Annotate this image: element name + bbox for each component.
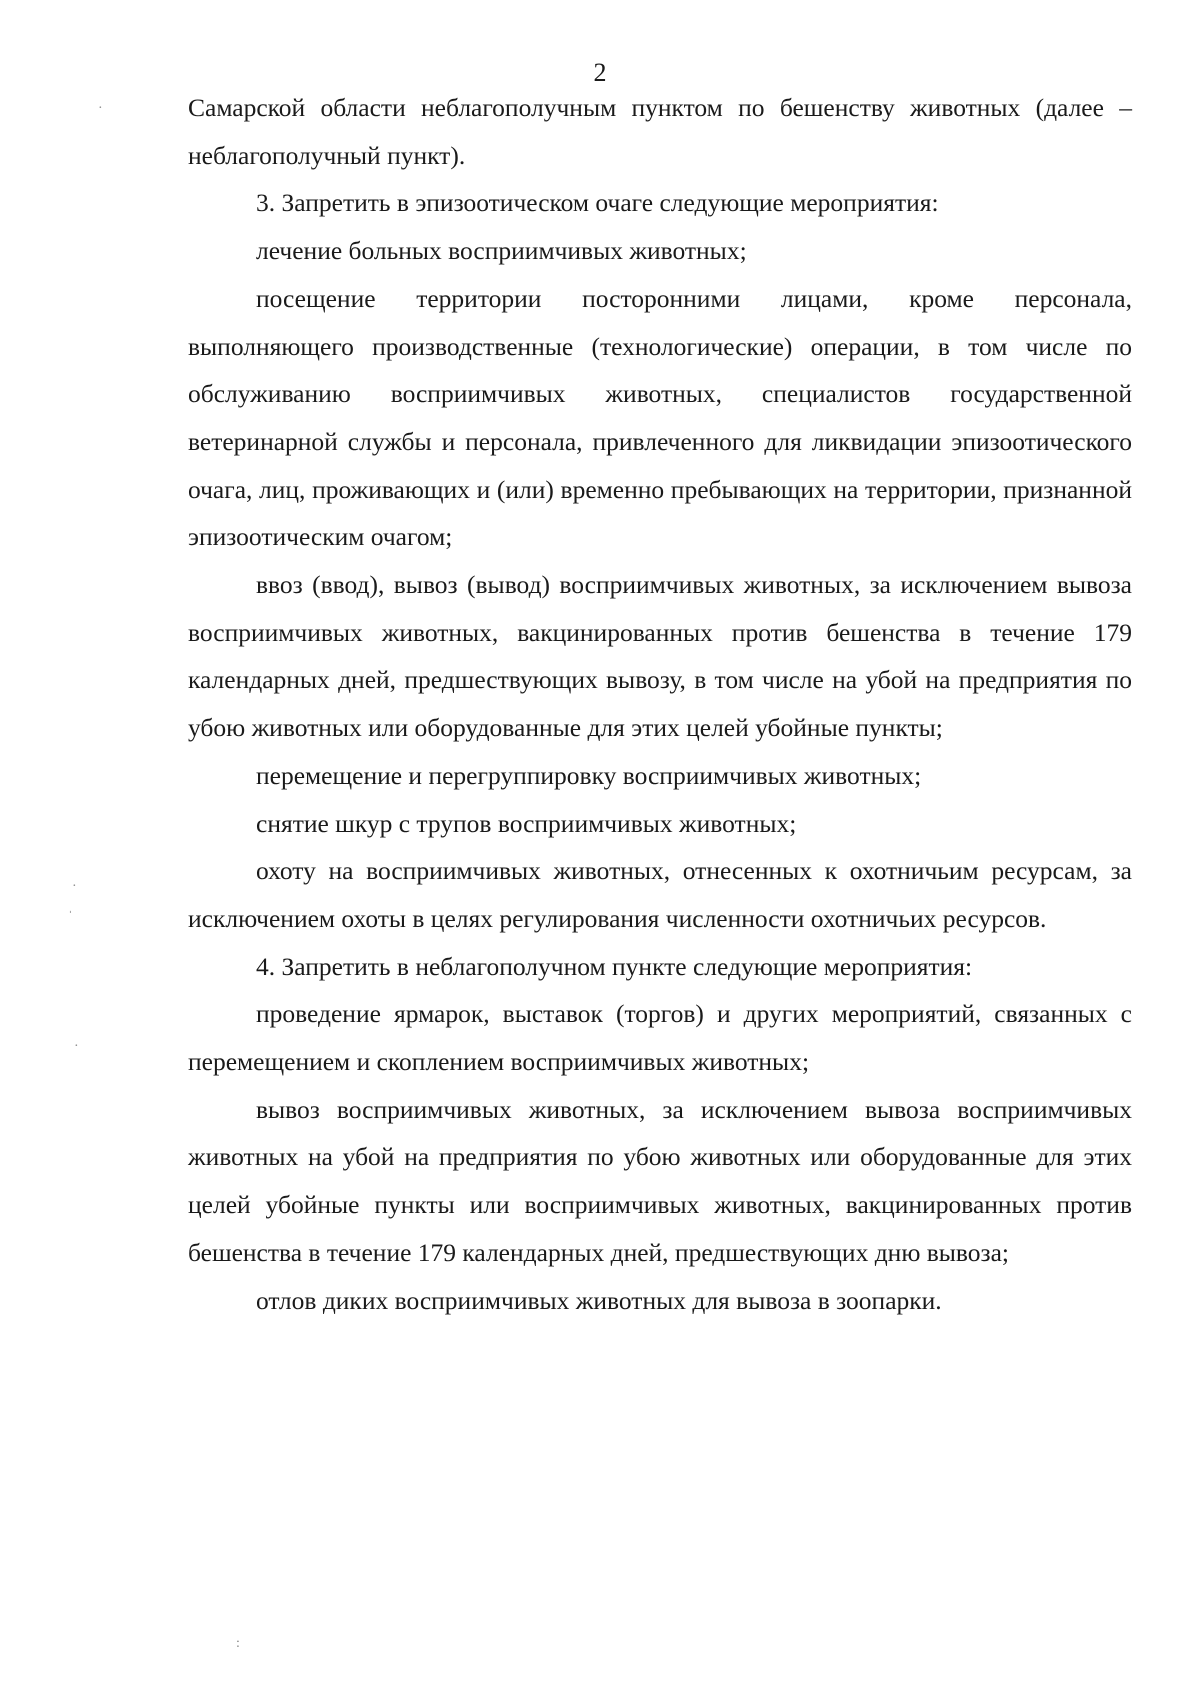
paragraph-continuation: Самарской области неблагополучным пунктом по бешенству животных (далее – неблагополучный пункт). — [188, 93, 1132, 170]
document-body — [188, 84, 1132, 1324]
scan-speck: : — [236, 1636, 240, 1651]
paragraph-item-3: 3. Запретить в эпизоотическом очаге следующие мероприятия: — [256, 188, 939, 218]
paragraph-export-ban: вывоз восприимчивых животных, за исключением вывоза восприимчивых животных на убой на предприятия по убою животных или оборудованные для этих целей убойные пункты или восприимчивых животных, вакцинированных против бешенства в течение 179 календарных дней, предшествующих дню вывоза; — [188, 1094, 1132, 1267]
paragraph-fairs-ban: проведение ярмарок, выставок (торгов) и других мероприятий, связанных с перемещением и скоплением восприимчивых животных; — [188, 999, 1132, 1077]
scan-speck: · — [98, 101, 103, 116]
scan-speck: · — [72, 879, 77, 894]
paragraph-import-export-ban: ввоз (ввод), вывоз (вывод) восприимчивых животных, за исключением вывоза восприимчивых животных, вакцинированных против бешенства в течение 179 календарных дней, предшествующих вывозу, в том числе на убой на предприятия по убою животных или оборудованные для этих целей убойные пункты; — [188, 570, 1132, 743]
paragraph-skinning-ban: снятие шкур с трупов восприимчивых животных; — [256, 808, 797, 838]
scan-speck: ˌ — [68, 899, 73, 914]
paragraph-hunting-ban: охоту на восприимчивых животных, отнесенных к охотничьим ресурсам, за исключением охоты в целях регулирования численности охотничьих ресурсов. — [188, 856, 1132, 933]
scan-speck: · — [74, 1039, 79, 1054]
paragraph-treatment-ban: лечение больных восприимчивых животных; — [256, 236, 747, 266]
paragraph-item-4: 4. Запретить в неблагополучном пункте следующие мероприятия: — [256, 951, 973, 981]
paragraph-visit-ban: посещение территории посторонними лицами, кроме персонала, выполняющего производственные (технологические) операции, в том числе по обслуживанию восприимчивых животных, специалистов государственной ветеринарной службы и персонала, привлеченного для ликвидации эпизоотического очага, лиц, проживающих и (или) временно пребывающих на территории, признанной эпизоотическим очагом; — [188, 283, 1132, 552]
paragraph-capture-ban: отлов диких восприимчивых животных для вывоза в зоопарки. — [256, 1285, 942, 1315]
paragraph-regrouping-ban: перемещение и перегруппировку восприимчивых животных; — [256, 760, 922, 790]
page-number: 2 — [593, 58, 607, 87]
